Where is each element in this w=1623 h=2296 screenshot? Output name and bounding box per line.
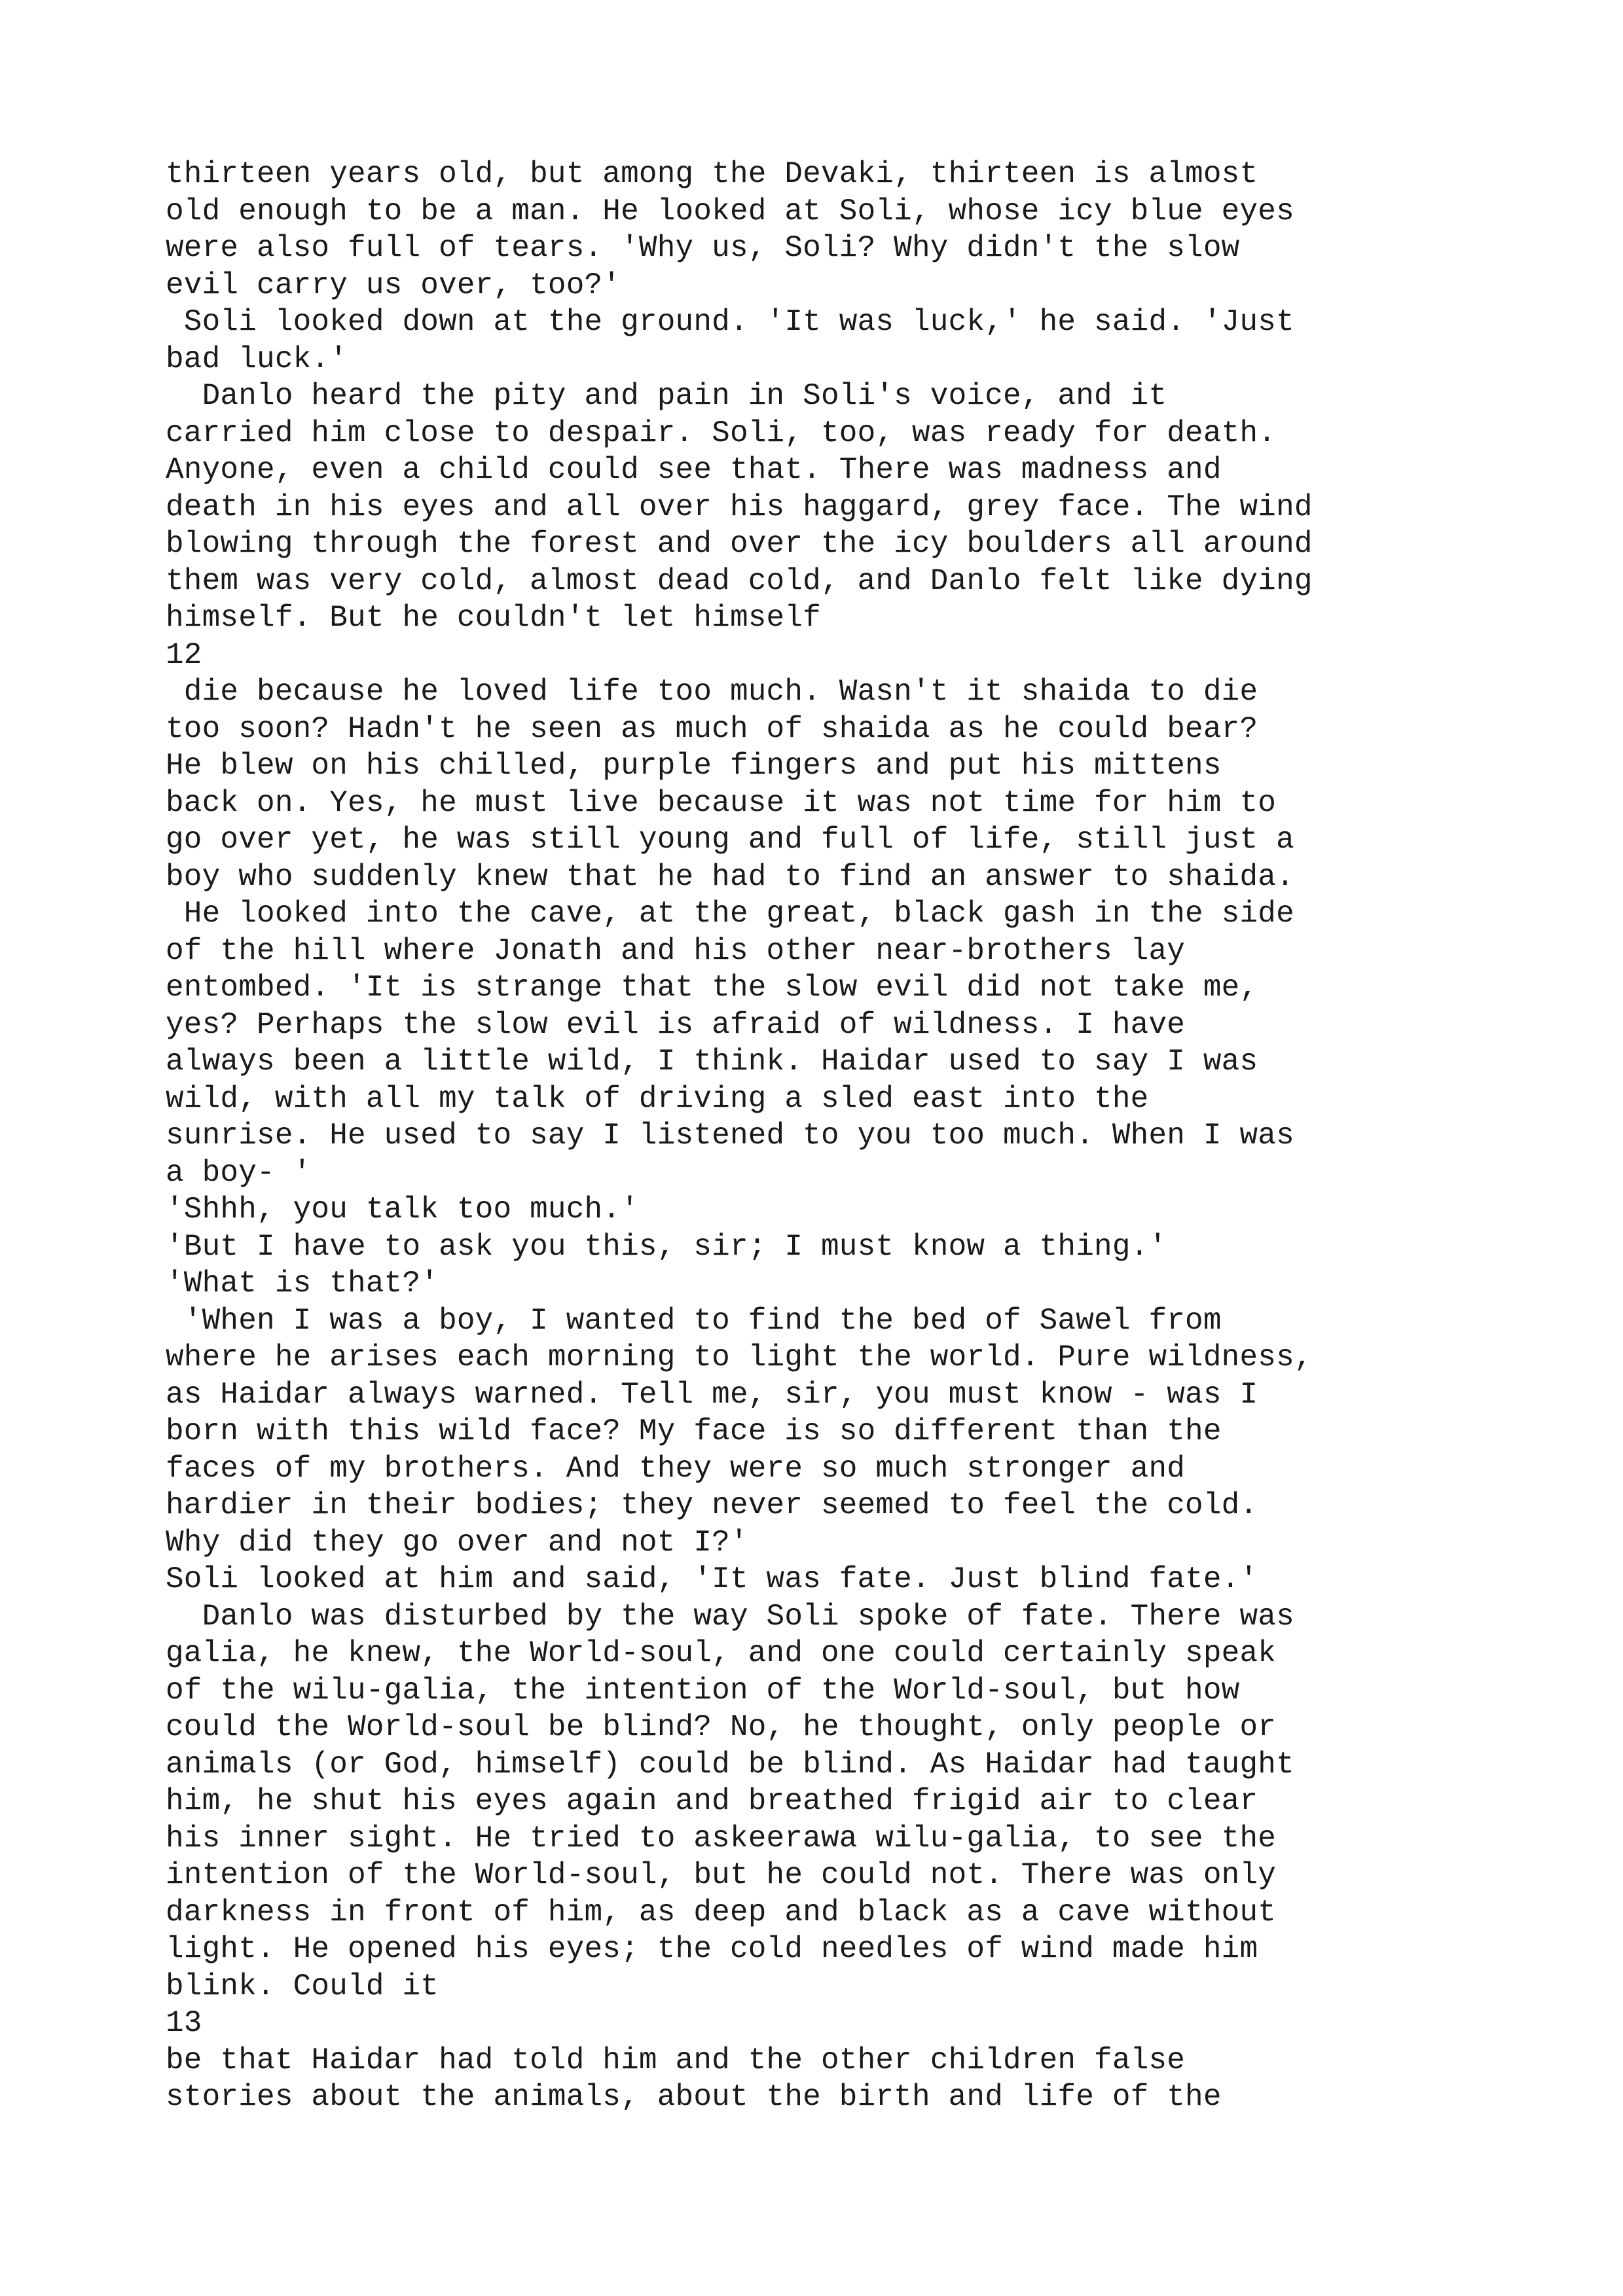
text-line: as Haidar always warned. Tell me, sir, you must know - was I [166,1377,1258,1412]
text-line: 'When I was a boy, I wanted to find the bed of Sawel from [166,1303,1222,1338]
text-line: where he arises each morning to light the world. Pure wildness, [166,1340,1313,1374]
text-line: sunrise. He used to say I listened to you too much. When I was [166,1119,1294,1153]
text-line: animals (or God, himself) could be blind. As Haidar had taught [166,1747,1294,1782]
text-line: carried him close to despair. Soli, too, was ready for death. [166,416,1277,450]
text-line: a boy- ' [166,1155,312,1190]
text-line: his inner sight. He tried to askeerawa wilu-galia, to see the [166,1821,1277,1856]
text-line: 'Shhh, you talk too much.' [166,1193,639,1227]
text-line: death in his eyes and all over his haggard, grey face. The wind [166,490,1313,524]
text-line: Why did they go over and not I?' [166,1525,748,1560]
text-line: bad luck.' [166,342,348,376]
text-line: blowing through the forest and over the icy boulders all around [166,527,1313,561]
text-line: thirteen years old, but among the Devaki, thirteen is almost [166,157,1258,191]
document-page [166,156,1606,2116]
text-line: entombed. 'It is strange that the slow evil did not take me, [166,971,1258,1005]
page-number: 13 [166,2006,202,2040]
text-line: go over yet, he was still young and full of life, still just a [166,823,1294,857]
text-line: darkness in front of him, as deep and black as a cave without [166,1895,1277,1929]
text-line: born with this wild face? My face is so different than the [166,1414,1222,1448]
text-line: faces of my brothers. And they were so much stronger and [166,1451,1186,1486]
text-line: could the World-soul be blind? No, he thought, only people or [166,1710,1277,1744]
text-line: He looked into the cave, at the great, black gash in the side [166,897,1294,931]
page-number: 12 [166,637,202,672]
text-line: Anyone, even a child could see that. There was madness and [166,453,1222,487]
text-line: of the wilu-galia, the intention of the World-soul, but how [166,1673,1240,1708]
text-line: always been a little wild, I think. Haidar used to say I was [166,1045,1258,1079]
text-line: Danlo was disturbed by the way Soli spoke of fate. There was [166,1599,1294,1634]
text-line: Soli looked at him and said, 'It was fate. Just blind fate.' [166,1562,1258,1596]
text-line: 'But I have to ask you this, sir; I must know a thing.' [166,1229,1167,1264]
text-line: die because he loved life too much. Wasn't it shaida to die [166,675,1258,709]
text-line: hardier in their bodies; they never seemed to feel the cold. [166,1488,1258,1522]
text-line: galia, he knew, the World-soul, and one could certainly speak [166,1636,1277,1670]
text-line: 'What is that?' [166,1266,439,1300]
text-line: old enough to be a man. He looked at Soli, whose icy blue eyes [166,194,1294,228]
text-line: evil carry us over, too?' [166,268,621,302]
text-line: He blew on his chilled, purple fingers and put his mittens [166,749,1222,783]
text-line: them was very cold, almost dead cold, and Danlo felt like dying [166,564,1313,598]
text-line: be that Haidar had told him and the other children false [166,2043,1186,2077]
text-line: intention of the World-soul, but he could not. There was only [166,1858,1277,1892]
text-line: blink. Could it [166,1969,439,2003]
text-line: him, he shut his eyes again and breathed frigid air to clear [166,1784,1258,1818]
text-line: stories about the animals, about the birth and life of the [166,2080,1222,2114]
text-line: were also full of tears. 'Why us, Soli? Why didn't the slow [166,231,1240,265]
text-line: boy who suddenly knew that he had to find an answer to shaida. [166,859,1294,894]
text-line: light. He opened his eyes; the cold needles of wind made him [166,1932,1258,1966]
text-line: too soon? Hadn't he seen as much of shaida as he could bear? [166,711,1258,746]
text-line: back on. Yes, he must live because it was not time for him to [166,785,1277,820]
text-line: of the hill where Jonath and his other near-brothers lay [166,933,1186,968]
text-line: himself. But he couldn't let himself [166,601,821,635]
text-line: yes? Perhaps the slow evil is afraid of wildness. I have [166,1007,1186,1042]
text-line: wild, with all my talk of driving a sled east into the [166,1081,1149,1116]
text-line: Soli looked down at the ground. 'It was luck,' he said. 'Just [166,305,1294,339]
text-line: Danlo heard the pity and pain in Soli's voice, and it [166,379,1167,413]
